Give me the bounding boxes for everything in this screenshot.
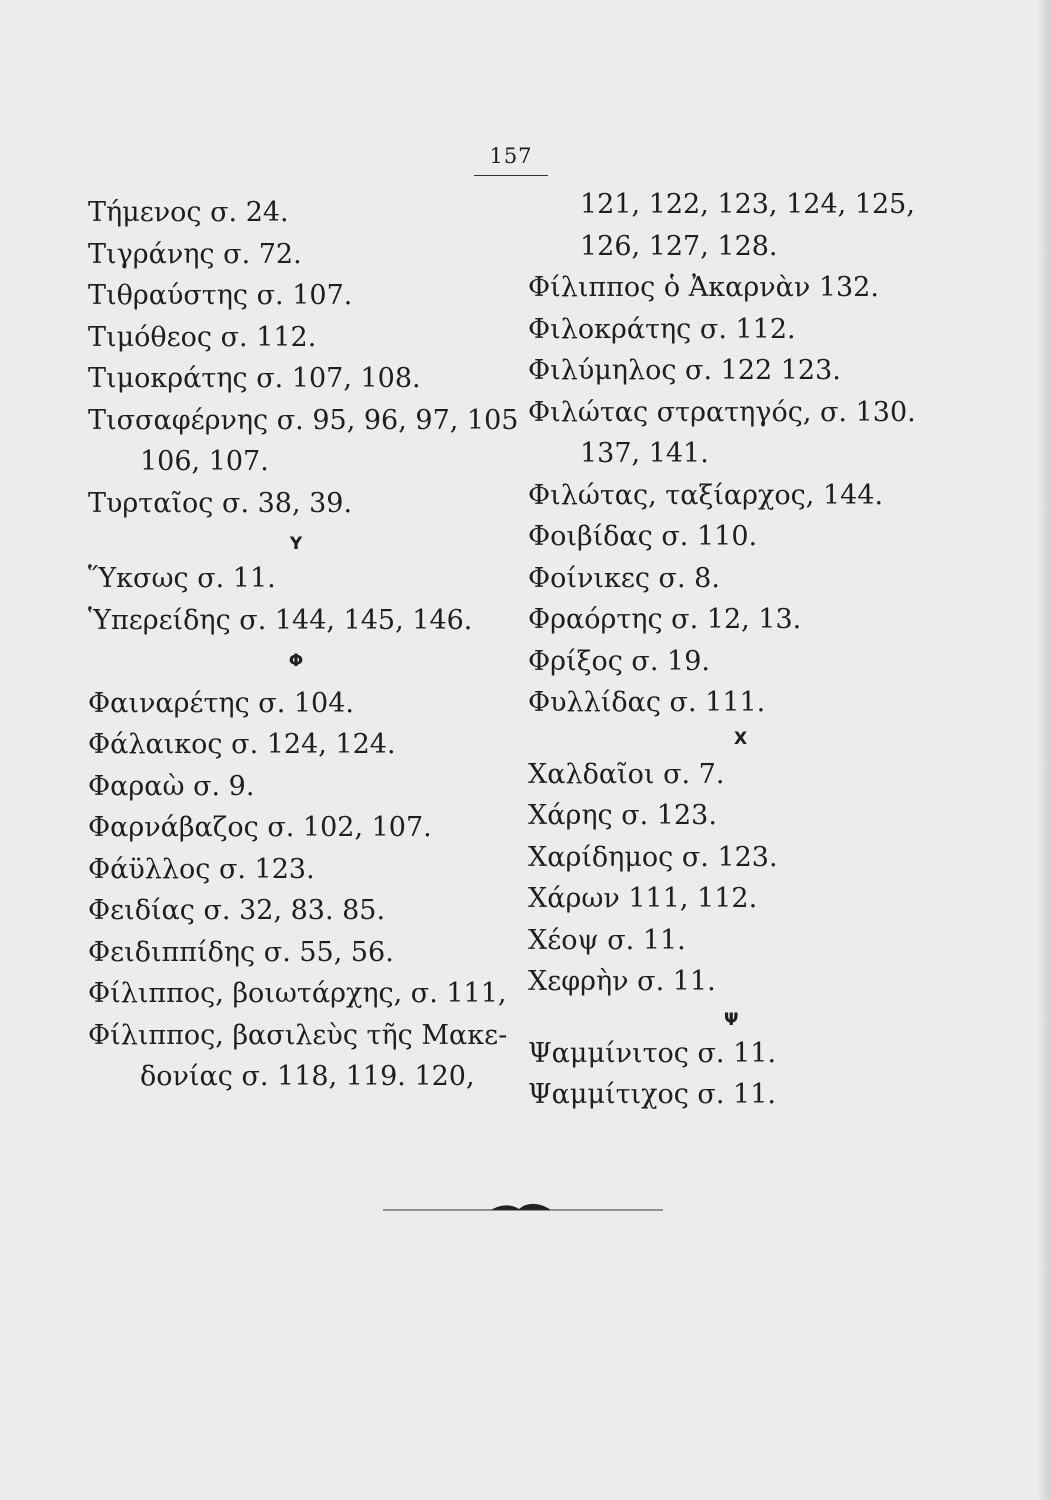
index-entry: Φραόρτης σ. 12, 13. [528,604,802,635]
index-column-right [528,184,968,1116]
section-heading-psi [528,1003,968,1033]
index-entry: Χάρων 111, 112. [528,883,758,914]
index-entry: Τιγράνης σ. 72. [88,238,302,270]
index-entry: Ψαμμίνιτος σ. 11. [528,1037,777,1069]
index-entry: Τιμοκράτης σ. 107, 108. [88,363,421,394]
index-entry: Φιλώτας, ταξίαρχος, 144. [528,479,884,511]
index-entry: Φοίνικες σ. 8. [528,562,720,594]
section-heading-phi: Φ [288,651,304,671]
index-column-left [88,192,528,1098]
index-entry: Φιλώτας στρατηγός, σ. 130. [528,396,916,428]
index-entry: Φίλιππος, βασιλεὺς τῆς Μακε- [88,1019,508,1051]
section-heading-upsilon: Υ [289,534,303,554]
index-entry: Φρίξος σ. 19. [528,645,710,677]
index-entry: Ὕκσως σ. 11. [88,563,276,594]
index-entry-continuation: δονίας σ. 118, 119. 120, [140,1061,475,1092]
index-entry: Φοιβίδας σ. 110. [528,521,758,552]
page-number-rule [474,175,548,176]
index-entry: Φιλοκράτης σ. 112. [528,313,796,345]
index-entry: Χεφρὴν σ. 11. [528,966,716,997]
section-heading-chi [528,724,968,754]
index-entry-continuation: 106, 107. [140,446,269,477]
page-number: 157 [489,144,533,168]
index-entry: Φειδιππίδης σ. 55, 56. [88,936,394,968]
index-entry: Φάϋλλος σ. 123. [88,853,315,885]
index-entry: Φυλλίδας σ. 111. [528,687,766,718]
index-entry-continuation: 121, 122, 123, 124, 125, [580,189,915,220]
index-entry: Χάρης σ. 123. [528,800,717,831]
index-entry: Φιλύμηλος σ. 122 123. [528,355,841,386]
index-entry: Τιμόθεος σ. 112. [88,321,317,353]
index-entry: Τήμενος σ. 24. [88,197,289,228]
index-entry: Χαλδαῖοι σ. 7. [528,758,725,790]
index-entry-continuation: 126, 127, 128. [580,230,778,262]
index-entry: Τισσαφέρνης σ. 95, 96, 97, 105 [88,404,519,436]
index-entry-continuation: 137, 141. [580,438,709,469]
section-heading-psi-label: Ψ [724,1009,739,1030]
page-edge-shadow [1037,0,1051,1500]
index-entry: Ψαμμίτιχος σ. 11. [528,1079,776,1110]
index-entry: Χέοψ σ. 11. [528,924,686,956]
section-heading-chi-label: Χ [734,728,748,749]
index-entry: Φειδίας σ. 32, 83. 85. [88,895,386,926]
end-ornament [383,1196,663,1216]
index-entry: Φαιναρέτης σ. 104. [88,687,354,719]
index-entry: Φαρνάβαζος σ. 102, 107. [88,812,432,843]
index-entry: Φίλιππος ὁ Ἀκαρνὰν 132. [528,272,879,303]
index-entry: Τιθραύστης σ. 107. [88,280,353,311]
index-entry: Φάλαικος σ. 124, 124. [88,729,396,760]
index-entry: Ὑπερείδης σ. 144, 145, 146. [88,604,473,636]
index-entry: Τυρταῖος σ. 38, 39. [88,487,353,519]
index-entry: Φίλιππος, βοιωτάρχης, σ. 111, [88,978,507,1009]
index-entry: Χαρίδημος σ. 123. [528,841,778,873]
index-entry: Φαραὼ σ. 9. [88,770,255,802]
